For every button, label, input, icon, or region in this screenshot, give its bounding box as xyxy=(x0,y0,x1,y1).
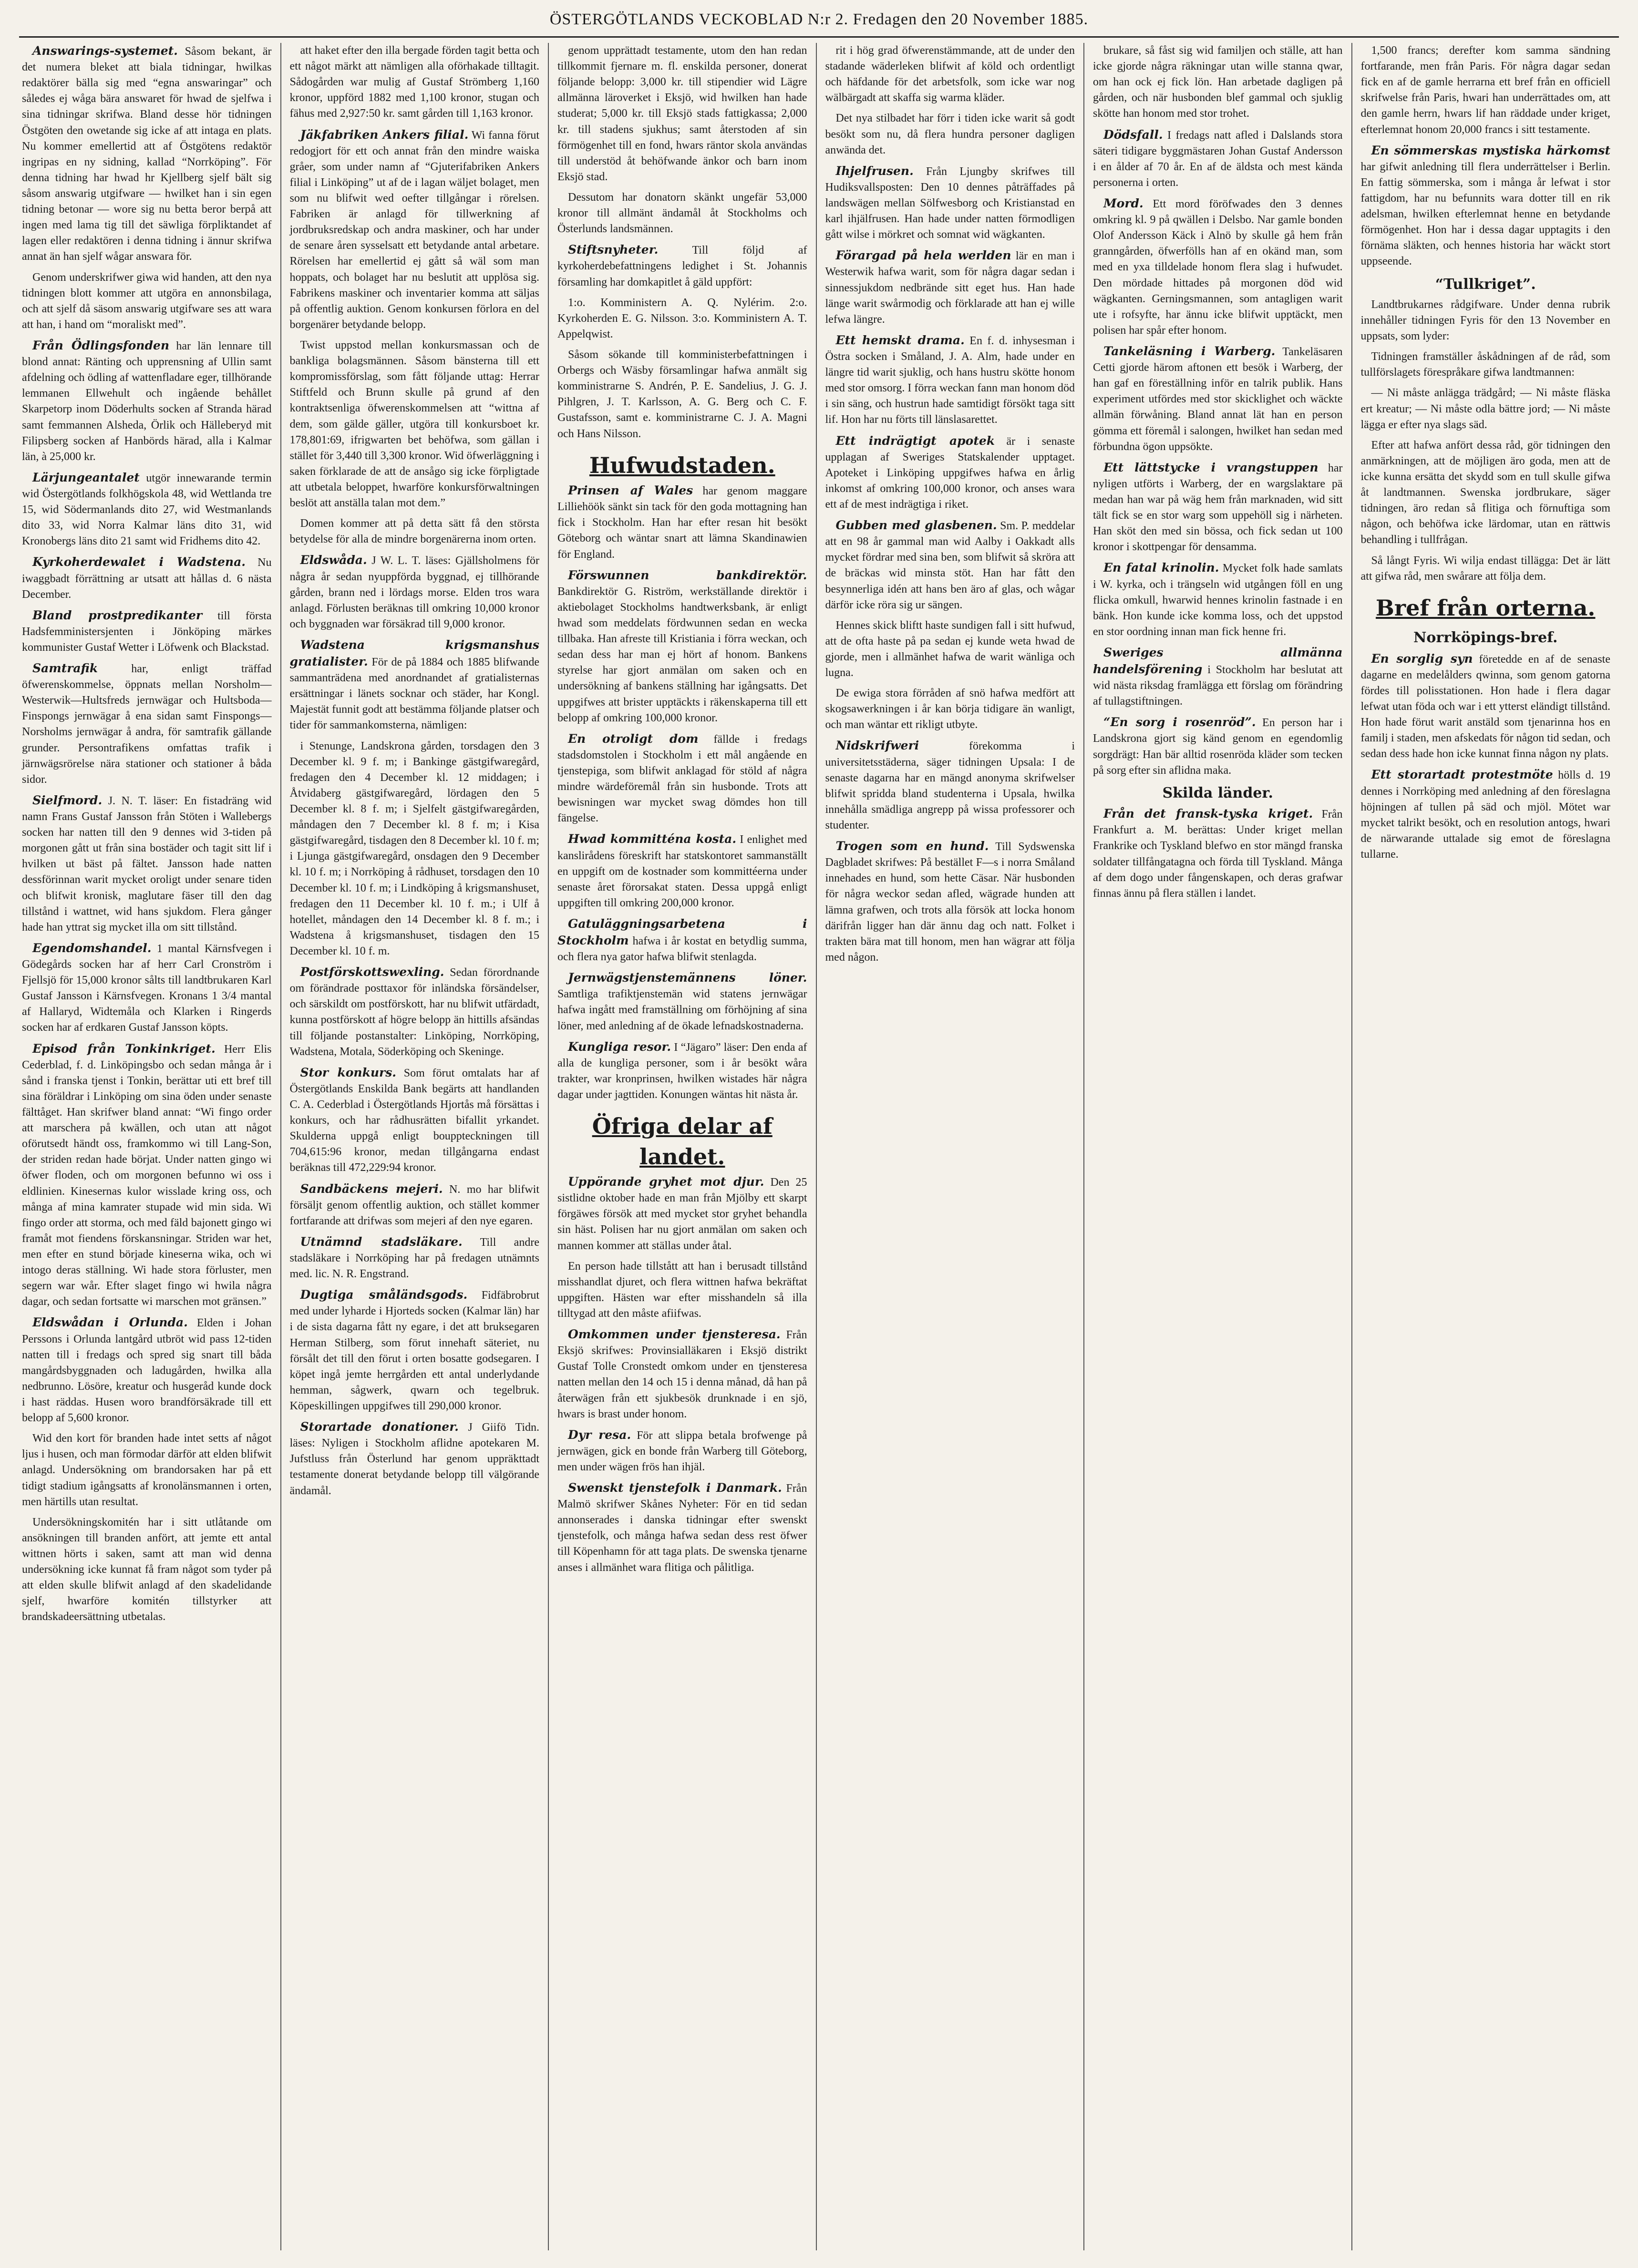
article-headline: En otroligt dom xyxy=(568,731,699,746)
article-paragraph xyxy=(1361,553,1611,585)
article-paragraph xyxy=(1093,343,1343,455)
column-2 xyxy=(280,43,548,2250)
article-body: För att slippa betala brofwenge på jernwägen, gick en bonde från Warberg till Göteborg, men under wägen frös han ihjäl. xyxy=(557,1429,807,1473)
article-headline: Gubben med glasbenen. xyxy=(835,518,997,533)
article xyxy=(825,433,1075,513)
article-body: 1 mantal Kärnsfvegen i Gödegårds socken har af herr Carl Cronström i Fjellsjö för 15,000 kronor sålts till landtbrukaren Karl Gustaf Jansson i Kärnsfvegen. Kronans 1 3/4 mantal af Hallaryd, Widtemåla och Klarken i Ringerds socken har af erdkaren Gustaf Jansson köpts. xyxy=(22,942,272,1034)
article-body: har gifwit anledning till flera underrättelser i Berlin. En fattig sömmerska, som i många år lefwat i stor fattigdom, har nu befunnits wara dotter till en rik adelsman, hwilken efterlemnat henne en betydande förmögenhet. Hon har i dessa dagar upptagits i den förnäma släkten, och hennes historia har wäckt stort uppseende. xyxy=(1360,160,1610,268)
article-body: Landtbrukarnes rådgifware. Under denna rubrik innehåller tidningen Fyris för den 13 November en uppsats, som lyder: xyxy=(1360,298,1610,343)
article-headline: Tankeläsning i Warberg. xyxy=(1103,344,1276,358)
centered-heading: Norrköpings-bref. xyxy=(1413,629,1558,647)
article xyxy=(22,1314,272,1426)
article-body: Den 25 sistlidne oktober hade en man från Mjölby ett skarpt förgäwes försök att med mycket stor gryhet behandla sin häst. Polisen har nu gjort anmälan om saken och mannen kommer att ställas under åtal. xyxy=(557,1176,807,1252)
article-paragraph xyxy=(825,433,1075,513)
article-headline: Från det fransk-tyska kriget. xyxy=(1103,807,1313,821)
article-paragraph xyxy=(557,831,807,911)
article xyxy=(1093,195,1343,339)
article-paragraph xyxy=(1093,806,1343,902)
article-paragraph xyxy=(290,964,540,1060)
article xyxy=(1361,767,1611,862)
article-body: Wi fanna förut redogjort för ett och annat från den mindre waiska gråer, som under namn af “Gjuterifabriken Ankers filial i Linköping” ut af de i lagan wäljet bolaget, men som nu blifwit wed oefter tillgångar i rörelsen. Fabriken är anlagd för tillwerkning af jordbruksredskap och andra maskiner, och har under de senare åren sysselsatt ett betydande antal arbetare. Rörelsen har emellertid ej gått så wäl som man hoppats, och bolaget har nu beslutit att upplösa sig. Fabrikens maskiner och inventarier komma att säljas på offentlig auktion. Genom konkursen förlora en del borgenärer betydande belopp. xyxy=(289,129,539,331)
article-body: — Ni måste anlägga trädgård; — Ni måste fläska ert kreatur; — Ni måste odla bättre jord; — Ni måste lägga er efter nya slags säd. xyxy=(1360,387,1610,431)
article-paragraph xyxy=(1093,43,1343,122)
article xyxy=(290,43,540,122)
article-headline: Ett hemskt drama. xyxy=(835,333,965,347)
article-paragraph xyxy=(290,552,540,632)
article-paragraph xyxy=(1093,714,1343,778)
article-headline: Stiftsnyheter. xyxy=(568,243,659,257)
article-paragraph xyxy=(22,1431,272,1510)
article-body: De ewiga stora förråden af snö hafwa medfört att skogsawerkningen i år kan börja tidigare än wanligt, och man wäntar ett rikligt utbyte. xyxy=(825,687,1075,731)
article xyxy=(557,190,807,237)
article xyxy=(22,940,272,1036)
article-paragraph xyxy=(290,338,540,511)
article xyxy=(1361,553,1611,585)
article-paragraph xyxy=(1093,460,1343,555)
article-body: Hennes skick bliftt haste sundigen fall i sitt hufwud, att de ofta haste på pa sedan ej kunde weta hwad de gjorde, men i allmänhet hafwa de warit wänliga och lugna. xyxy=(825,619,1075,679)
article-body: Mycket folk hade samlats i W. kyrka, och i trängseln wid utgången föll en ung flicka omkull, hwarwid hennes krinolin fastnade i en bänk. Hon kunde icke komma loss, och det uppstod en stor oordning innan man fick henne fri. xyxy=(1093,562,1343,638)
article-body: N. mo har blifwit försäljt genom offentlig auktion, och stället kommer fortfarande att drifwas som mejeri af den nye egaren. xyxy=(289,1183,539,1227)
article-paragraph xyxy=(22,1314,272,1426)
article-paragraph xyxy=(557,1480,807,1576)
article-paragraph xyxy=(1093,560,1343,640)
article-paragraph xyxy=(825,332,1075,428)
article-paragraph xyxy=(290,637,540,734)
article-paragraph xyxy=(557,916,807,965)
article xyxy=(825,618,1075,681)
article xyxy=(557,43,807,185)
article-body: Efter att hafwa anfört dessa råd, gör tidningen den anmärkningen, att de möjligen äro goda, men att de icke kunna ersätta det skydd som en tull skulle gifwa åt landtmannen. Swenska jordbrukare, säger tidningen, äro redan så flitiga och förnuftiga som någon, och behöfwa icke lärdomar, utan en rättwis behandling i tullfrågan. xyxy=(1360,439,1610,546)
article xyxy=(1093,714,1343,778)
article-headline: Hwad kommitténa kosta. xyxy=(568,832,737,846)
article-paragraph xyxy=(557,1039,807,1103)
article-headline: Eldswåda. xyxy=(300,553,367,567)
article-headline: Dyr resa. xyxy=(568,1427,631,1442)
article xyxy=(290,1234,540,1282)
article-headline: Lärjungeantalet xyxy=(32,470,140,484)
masthead: ÖSTERGÖTLANDS VECKOBLAD N:r 2. Fredagen den 20 November 1885. xyxy=(549,10,1089,28)
article-headline: Omkommen under tjensteresa. xyxy=(568,1327,781,1342)
article xyxy=(1361,651,1611,762)
article-body: En person har i Landskrona gjort sig känd genom en egendomlig sorgdrägt: Han bär alltid rosenröda kläder som tecken på sorg efter sin aflidna maka. xyxy=(1093,717,1343,777)
article-paragraph xyxy=(825,838,1075,965)
section-heading: Bref från orterna. xyxy=(1376,595,1596,621)
article xyxy=(22,607,272,656)
article-paragraph xyxy=(22,470,272,550)
article xyxy=(557,482,807,563)
article-body: Till följd af kyrkoherdebefattningens ledighet i St. Johannis församling har domkapitlet å gäld uppfört: xyxy=(557,244,807,288)
article-paragraph xyxy=(290,516,540,547)
article-body: Nu iwaggbadt förrättning ar utsatt att hållas d. 6 nästa December. xyxy=(22,556,272,601)
article xyxy=(825,838,1075,965)
article-headline: Utnämnd stadsläkare. xyxy=(300,1234,463,1249)
article-body: I fredags natt afled i Dalslands stora säteri tidigare byggmästaren Johan Gustaf Andersson i en ålder af 70 år. En af de äldsta och mest kända personerna i orten. xyxy=(1093,129,1343,189)
article xyxy=(22,470,272,550)
centered-heading: “Tullkriget”. xyxy=(1435,276,1536,293)
article-paragraph xyxy=(22,338,272,465)
article-paragraph xyxy=(557,190,807,237)
article xyxy=(1093,43,1343,122)
article-body: Från Ljungby skrifwes till Hudiksvallsposten: Den 10 dennes påträffades på landswägen mellan Sölfwesborg och Kristianstad en karl ihjälfrusen. Han hade under natten förmodligen gått wilse i mörkret och somnat wid wägkanten. xyxy=(825,165,1075,241)
article-headline: Prinsen af Wales xyxy=(568,483,693,498)
article-paragraph xyxy=(1361,349,1611,380)
article-paragraph xyxy=(22,43,272,265)
article-body: Fidfäbrobrut med under lyharde i Hjorteds socken (Kalmar län) har i de sista dagarna fått ny egare, i det att bruksegaren Herman Stilberg, som förut innehaft säteriet, nu försålt det till den förut i orten bosatte godsegaren. I köpet ingå jemte herrgården ett antal underlydande hemman, sågwerk, qwarn och tegelbruk. Köpeskillingen uppgifwes till 290,000 kronor. xyxy=(289,1289,539,1412)
article xyxy=(290,964,540,1060)
article xyxy=(1093,343,1343,455)
article xyxy=(557,1259,807,1322)
section-heading: Hufwudstaden. xyxy=(589,452,775,478)
article-paragraph xyxy=(557,1174,807,1254)
article-headline: Trogen som en hund. xyxy=(835,839,989,853)
article-headline: Ihjelfrusen. xyxy=(835,164,914,178)
article xyxy=(1361,297,1611,344)
article-paragraph xyxy=(290,1419,540,1499)
article xyxy=(557,1326,807,1422)
article-body: Till Sydswenska Dagbladet skrifwes: På bestället F—s i norra Småland innehades en hund, som hette Cäsar. När husbonden för några weckor sedan afled, wägrade hunden att lämna grafwen, och trots alla försök att locka honom därifrån ligger han där ännu dag och natt. Folket i trakten bära mat till honom, men han wägrar att följa med någon. xyxy=(825,841,1075,964)
article-headline: Sielfmord. xyxy=(32,793,103,807)
article-headline: Eldswådan i Orlunda. xyxy=(32,1315,188,1330)
article-paragraph xyxy=(22,554,272,602)
article-paragraph xyxy=(1361,651,1611,762)
article-body: Herr Elis Cederblad, f. d. Linköpingsbo och sedan många år i sånd i franska tjenst i Tonkin, berättar uti ett bref till sina föräldrar i Linköping om sina öden under senaste fälttåget. Han skrifwer bland annat: “Wi fingo order att marschera på kwällen, och utan att något oförutsedt händt oss, framkommo wi till Lang-Son, der striden redan hade börjat. Under natten gingo wi öfwer floden, och om morgonen befunno wi oss i eldlinien. Kinesernas kulor wisslade kring oss, och många af mina kamrater stupade wid min sida. Wi fingo order att storma, och med fäld bajonett gingo wi framåt mot fiendens förskansningar. Striden war het, men efter en stund började kineserna wika, och wi intogo deras ställning. Wi hade stora förluster, men segern war wår. Efter slaget fingo wi hwila några dagar, och sedan fortsatte wi marschen mot gränsen.” xyxy=(22,1043,272,1308)
article xyxy=(825,163,1075,243)
article-paragraph xyxy=(825,43,1075,106)
article-paragraph xyxy=(290,127,540,333)
article xyxy=(22,43,272,265)
article-headline: Episod från Tonkinkriget. xyxy=(32,1041,216,1056)
article-headline: En fatal krinolin. xyxy=(1103,561,1219,575)
masthead-rule xyxy=(19,36,1619,38)
article-body: är i senaste upplagan af Sweriges Statskalender upptaget. Apoteket i Linköping uppgifwes hafwa en årlig inkomst af omkring 100,000 kronor, och anses wara ett af de mest indrägtiga i riket. xyxy=(825,435,1075,511)
article-headline: Dödsfall. xyxy=(1103,127,1163,142)
article-body: Så långt Fyris. Wi wilja endast tillägga: Det är lätt att gifwa råd, men swårare att följa dem. xyxy=(1360,554,1610,583)
article-headline: Nidskrifweri xyxy=(835,739,919,753)
article xyxy=(557,916,807,965)
article xyxy=(290,552,540,632)
article-headline: Answarings-systemet. xyxy=(32,44,178,58)
article-body: Wid den kort för branden hade intet setts af något ljus i husen, och man förmodar därför att elden blifwit anlagd. Undersökning om brandorsaken har på ett tidigt stadium igångsatts af kronolänsmannen i orten, men härtills utan resultat. xyxy=(22,1432,272,1508)
article xyxy=(1093,460,1343,555)
column-4 xyxy=(816,43,1084,2250)
article xyxy=(290,127,540,333)
article-headline: Sandbäckens mejeri. xyxy=(300,1181,443,1196)
article xyxy=(22,660,272,788)
article xyxy=(1093,806,1343,902)
article xyxy=(22,554,272,602)
article-body: Ett mord föröfwades den 3 dennes omkring kl. 9 på qwällen i Delsbo. Nar gamle bonden Olof Andersson Käck i Alnö by skulle gå hem från granngården, öfwerfölls han af en okänd man, som med en yxa tilldelade honom flera slag i hufwudet. Den mördade hittades på morgonen död wid wägkanten. Gerningsmannen, som antagligen warit ute i rofsyfte, har ännu icke blifwit upptäckt, men polisen har spår efter honom. xyxy=(1093,197,1343,337)
article-body: Domen kommer att på detta sätt få den största betydelse för alla de mindre borgenärerna inom orten. xyxy=(289,517,539,546)
article-paragraph xyxy=(1361,43,1611,138)
article-paragraph xyxy=(1361,767,1611,862)
article xyxy=(557,1174,807,1254)
article-body: Det nya stilbadet har förr i tiden icke warit så godt besökt som nu, då flera hundra personer dagligen anwända det. xyxy=(825,112,1075,156)
article-body: brukare, så fåst sig wid familjen och ställe, att han icke gjorde några räkningar utan wille stanna qwar, om han ock ej fick lön. Han arbetade dagligen på gården, och när husbonden blef gammal och sjuklig skötte han honom med stor trohet. xyxy=(1093,44,1343,120)
article-headline: Sweriges allmänna handelsförening xyxy=(1093,645,1343,677)
article-headline: Mord. xyxy=(1103,196,1144,210)
article-paragraph xyxy=(557,970,807,1034)
article xyxy=(290,637,540,734)
article-paragraph xyxy=(1361,143,1611,270)
article-paragraph xyxy=(22,792,272,935)
article xyxy=(290,1287,540,1414)
article-headline: Wadstena krigsmanshus gratialister. xyxy=(289,637,539,669)
article-body: J W. L. T. läses: Gjällsholmens för några år sedan nyuppförda byggnad, ej tillhörande gården, brann ned i lördags morse. Elden tros wara anlagd. Förlusten beräknas till omkring 10,000 kronor och byggnaden war försäkrad till 9,000 kronor. xyxy=(289,554,540,630)
article-headline: Förargad på hela werlden xyxy=(835,248,1011,263)
article xyxy=(290,1419,540,1499)
article-body: Sm. P. meddelar att en 98 år gammal man wid Aalby i Oakkadt alls mycket fördrar med sina ben, som blifwit så skröra att de bräckas wid minsta stöt. Han har fått den besynnerliga idén att hans ben äro af glas, och wågar därför icke röra sig ur sängen. xyxy=(825,520,1075,611)
article xyxy=(557,831,807,911)
article xyxy=(557,1427,807,1475)
article-paragraph xyxy=(557,347,807,442)
article-paragraph xyxy=(22,607,272,656)
article-body: Som förut omtalats har af Östergötlands Enskilda Bank begärts att handlanden C. A. Cederblad i Östergötlands Hjortås må försättas i konkurs, och har rådhusrätten bifallit yrkandet. Skulderna uppgå enligt bouppteckningen till 704,615:96 kronor, medan tillgångarna endast beräknas till 472,229:94 kronor. xyxy=(289,1067,539,1174)
article-body: En f. d. inhysesman i Östra socken i Småland, J. A. Alm, hade under en längre tid warit sjuklig, och hans hustru skötte honom med stor omsorg. I förra weckan fann man honom död i sin säng, och hustrun hade samtidigt försökt taga sitt lif. Hon har nu förts till länslasarettet. xyxy=(825,334,1075,426)
article-headline: Kungliga resor. xyxy=(568,1039,671,1054)
article-headline: Kyrkoherdewalet i Wadstena. xyxy=(32,555,246,569)
article-headline: Förswunnen bankdirektör. xyxy=(568,568,807,582)
article-paragraph xyxy=(1093,127,1343,191)
article-paragraph xyxy=(22,660,272,788)
article-paragraph xyxy=(825,247,1075,328)
article-paragraph xyxy=(825,517,1075,613)
article-body: har genom maggare Lilliehöök sänkt sin tack för den goda mottagning han fick i Stockholm. Han har efter resan hit besökt Göteborg och wäntar snart att lämna Skandinawien för England. xyxy=(557,485,807,561)
article-body: har län lennare till blond annat: Ränting och upprensning af Ullin samt afdelning och ödling af wattenfladare eger, tillhörande lemmanen Ellwehult och ingående behållet Skarpetorp inom Döderhults socken af Stranda härad samt femmannen Alsheda, Örlik och Hälleberyd mit Filipsberg socken af Hanbörds härad, alla i Kalmar län, à 25,000 kr. xyxy=(22,339,272,463)
column-6 xyxy=(1351,43,1619,2250)
article-body: Såsom sökande till komministerbefattningen i Orbergs och Wäsby församlingar hafwa anmält sig komministrarne S. Andrén, P. E. Sandelius, J. G. J. Pihlgren, J. T. Karlsson, A. G. Berg och C. F. Gustafsson, samt e. komministrarne C. J. A. Magni och Hans Nilsson. xyxy=(557,348,807,440)
article-paragraph xyxy=(1361,297,1611,344)
article xyxy=(1361,385,1611,432)
article-body: att haket efter den illa bergade förden tagit betta och ett något märkt att nämligen alla oförhakade tilltagit. Sådogården war mulig af Gustaf Strömberg 1,160 kronor, uppförd 1882 med 1,100 kronor, stugan och fähus med 2,927:50 kr. samt gården till 1,163 kronor. xyxy=(289,44,539,120)
article xyxy=(290,1181,540,1229)
article-headline: Egendomshandel. xyxy=(32,941,152,955)
article xyxy=(557,295,807,342)
article-body: För de på 1884 och 1885 blifwande sammanträdena med anordnandet af gratialisternas ersättningar i länets socknar och städer, har Kongl. Majestät funnit godt att bestämma följande platser och tider för sammankomsterna, nämligen: xyxy=(289,656,539,732)
article-headline: Jernwägstjenstemännens löner. xyxy=(568,971,807,985)
article xyxy=(825,738,1075,833)
article-body: Dessutom har donatorn skänkt ungefär 53,000 kronor till allmänt ändamål åt Stockholms och Österlunds landsmännen. xyxy=(557,191,807,236)
article xyxy=(22,1041,272,1310)
article-body: förekomma i universitetsstäderna, säger tidningen Upsala: I de senaste dagarna har en mängd anonyma skrifwelser blifwit spridda bland studenterna i Upsala, hwilka innehålla smädliga angrepp på wissa professorer och studenter. xyxy=(825,740,1075,832)
article-body: Från Malmö skrifwer Skånes Nyheter: För en tid sedan annonserades i danska tidningar efter swenskt tjenstefolk, och många hafwa sedan dess rest öfwer till Köpenhamn för att taga plats. De swenska tjenarne anses i allmänhet wara flitiga och pålitliga. xyxy=(557,1482,807,1574)
article xyxy=(557,1480,807,1576)
article-body: i Stenunge, Landskrona gården, torsdagen den 3 December kl. 9 f. m; i Bankinge gästgifwaregård, fredagen den 4 December kl. 12 middagen; i Åtvidaberg gästgifwaregård, lördagen den 5 December kl. 8 f. m; i Sjelfelt gästgifwaregården, måndagen den 7 December kl. 8 f. m; i Kisa gästgifwaregård, tisdagen den 8 December kl. 10 f. m; i Ljunga gästgifwaregård, onsdagen den 9 December kl. 10 f. m; i Norrköping å rådhuset, torsdagen den 10 December kl. 10 f. m; i Lindköping å krigsmanshuset, fredagen den 11 December kl. 10 f. m.; i Ulf å hotellet, måndagen den 14 December kl. 8 f. m.; i Wadstena å krigsmanshuset, tisdagen den 15 December kl. 10 f. m. xyxy=(289,739,539,958)
article-body: hafwa i år kostat en betydlig summa, och flera nya gator hafwa blifwit stenlagda. xyxy=(557,935,807,964)
article-headline: Ett lättstycke i vrangstuppen xyxy=(1103,460,1319,474)
column-3 xyxy=(548,43,816,2250)
article-body: Undersökningskomitén har i sitt utlåtande om ansökningen till branden anfört, att jemte ett antal wittnen hörts i saken, samt att man wid denna undersökning icke kunnat få fram något som tyder på att elden skulle blifwit anlagd af den skadelidande sjelf, hwarföre komitén tillstyrker att brandskadeersättning utbetalas. xyxy=(22,1516,272,1623)
article-body: En person hade tillstått att han i berusadt tillstånd misshandlat djuret, och flera wittnen hafwa bekräftat uppgiften. Hästen war efter misshandeln så illa tilltygad att den måste afiifwas. xyxy=(557,1260,807,1320)
article-paragraph xyxy=(557,482,807,563)
article-body: fällde i fredags stadsdomstolen i Stockholm i ett mål angående en tjenstepiga, som blifwit anklagad för stöld af några mindre wärdeföremål från sin husbonde. Trots att bewisningen war mycket swag dömdes hon till fängelse. xyxy=(557,733,807,825)
article-body: Sedan förordnande om förändrade posttaxor för inländska försändelser, och särskildt om postförskott, har nu blifwit utfärdadt, kunna postförskott af högre belopp än hittills afsändas till följande postanstalter: Linköping, Norrköping, Wadstena, Motala, Söderköping och Skeninge. xyxy=(289,966,540,1058)
article-body: lär en man i Westerwik hafwa warit, som för några dagar sedan i sinnessjukdom nedbrände sitt eget hus. Han hade länge warit swårmodig och förklarade att han ej wille lefwa längre. xyxy=(825,250,1075,326)
article-body: Genom underskrifwer giwa wid handen, att den nya tidningen blott kommer att utgöra en annonsbilaga, och att sjelf då säsom answarig utgifware ses att wara att han, i hand om “moraliskt med”. xyxy=(22,271,272,331)
article-body: i Stockholm har beslutat att wid nästa riksdag framlägga ett förslag om förändring af tullagstiftningen. xyxy=(1093,664,1343,708)
article xyxy=(557,567,807,726)
article-paragraph xyxy=(825,738,1075,833)
centered-heading: Skilda länder. xyxy=(1162,784,1273,801)
article xyxy=(557,731,807,827)
article-paragraph xyxy=(290,43,540,122)
article-headline: Stor konkurs. xyxy=(300,1065,397,1079)
article xyxy=(1093,645,1343,709)
article-paragraph xyxy=(290,739,540,960)
article-headline: Från Ödlingsfonden xyxy=(32,338,170,352)
article-body: Till andre stadsläkare i Norrköping har på fredagen utnämnts med. lic. N. R. Engstrand. xyxy=(289,1236,539,1281)
article-body: Samtliga trafiktjenstemän wid statens jernwägar hafwa ingått med framställning om förhöjning af sina löner, med anledning af de ökade lefnadskostnaderna. xyxy=(557,988,807,1032)
article xyxy=(290,516,540,547)
article-paragraph xyxy=(1093,195,1343,339)
article-paragraph xyxy=(22,1041,272,1310)
article xyxy=(1361,143,1611,270)
article-body: till första Hadsfemministersjenten i Jönköping märkes kommunister Gustaf Wetter i Löfwenk och Blackstad. xyxy=(22,609,272,654)
article-paragraph xyxy=(557,1259,807,1322)
article-body: rit i hög grad öfwerenstämmande, att de under den stadande wäderleken blifwit af köld och ordentligt och häfdande för det arbetsfolk, som icke war nog wälbärgadt att skaffa sig warma kläder. xyxy=(825,44,1075,104)
article-headline: “En sorg i rosenröd”. xyxy=(1103,715,1256,729)
article-body: Från Eksjö skrifwes: Provinsialläkaren i Eksjö distrikt Gustaf Tolle Cronstedt omkom under en tjensteresa natten mellan den 14 och 15 i denna månad, då han på återwägen från ett sjukbesök drunknade i en sjö, hwars is brast under honom. xyxy=(557,1329,807,1420)
article-body: Såsom bekant, är det numera bleket att biala tidningar, hwilkas redaktörer bälla sig med “egna answaringar” och således ej wåga bära answaret för hwad de sjelfwa i sina tidningar skrifwa. Bland desse hör tidningen Östgöten den owetande sig icke af att intaga en plats. Nu kommer emellertid att af Östgötens redaktör ingripas en ny sidning, kallad “Norrköping”. För denna tidning har hwad hr Kjellberg sjelf bält sig såsom answarig utgifware — hwilket han i sin egen tidning betonar — wore sig nu betta beror berpå att ingen med lama tig till det säwliga förpliktandet af lagen eller redaktören i denna tidning i ännur skrifwa annat än han sjelf wågar answara för. xyxy=(22,45,272,263)
article-paragraph xyxy=(22,270,272,333)
article-headline: Uppörande gryhet mot djur. xyxy=(568,1175,764,1189)
article xyxy=(825,517,1075,613)
article-headline: Gatuläggningsarbetena i Stockholm xyxy=(557,916,807,948)
article-body: har, enligt träffad öfwerenskommelse, öppnats mellan Norsholm—Westerwik—Hultsfreds jernwägar och Hultsboda—Finspongs jernwägar å ena sidan samt Finspongs—Norsholms jernwägar å andra, för samtrafik gällande grunder. Persontrafikens omfattas trafik i järnwägsrörelse nära stationer och stationer å båda sidor. xyxy=(22,663,272,786)
article-paragraph xyxy=(557,242,807,290)
article-paragraph xyxy=(290,1181,540,1229)
article xyxy=(1093,560,1343,640)
article-body: Tankeläsaren Cetti gjorde härom aftonen ett besök i Warberg, der han gaf en föreställning inför en talrik publik. Hans experiment utfördes med stor skicklighet och wäckte allmän förwåning. Bland annat lät han en person gömma ett föremål i salongen, hwilket han sedan med förbundna ögon uppsökte. xyxy=(1093,345,1343,453)
article-paragraph xyxy=(290,1234,540,1282)
article-headline: Storartade donationer. xyxy=(300,1420,459,1434)
article xyxy=(1361,43,1611,138)
columns xyxy=(19,43,1619,2250)
article xyxy=(825,247,1075,328)
article xyxy=(22,1431,272,1510)
article-body: Från Frankfurt a. M. berättas: Under kriget mellan Frankrike och Tyskland blefwo en stor mängd franska soldater tillfångatagna och förda till Tyskland. Många af dem dogo under fångenskapen, och deras grafwar finnas ännu på flera ställen i landet. xyxy=(1093,808,1343,900)
article-body: 1:o. Komministern A. Q. Nylérim. 2:o. Kyrkoherden E. G. Nilsson. 3:o. Komministern A. T. Appelqwist. xyxy=(557,296,807,340)
article xyxy=(825,686,1075,733)
article-paragraph xyxy=(1361,385,1611,432)
article-paragraph xyxy=(825,111,1075,158)
article xyxy=(290,1065,540,1176)
article xyxy=(22,1515,272,1625)
article-paragraph xyxy=(290,1287,540,1414)
article xyxy=(825,332,1075,428)
article xyxy=(1361,349,1611,380)
article-body: 1,500 francs; derefter kom samma sändning fortfarande, men från Paris. För några dagar sedan fick en af de gamle herrarna ett bref från en officiell skrifwelse från Paris, hwari han underrättades om, att den gamle herrn, hwars lif han räddade under kriget, efterlemnat honom 20,000 francs i sitt testamente. xyxy=(1360,44,1610,136)
article-body: Bankdirektör G. Riström, werkställande direktör i aktiebolaget Stockholms handtwerksbank, är enligt hwad som meddelats fördwunnen sedan en wecka tillbaka. Han afreste till Kristiania i förra weckan, och sedan dess har man ej hört af honom. Bankens styrelse har gjort anmälan om saken och en undersökning af bankens ställning har igångsatts. Det uppgifwes att brister upptäckts i räkenskaperna till ett belopp af omkring 100,000 kronor. xyxy=(557,585,807,724)
article-paragraph xyxy=(1361,438,1611,548)
article-body: Twist uppstod mellan konkursmassan och de bankliga bolagsmännen. Såsom bänsterna till ett kompromissförslag, som fått följande uttag: Herrar Stiftfeld och Brunn skulle på grund af den kontraktsenliga öfwerenskommelsen att “wittna af dem, som gälde gäller, utgöra till konkursboet kr. 178,801:69, ifrigwarten bet behöfwa, som gällan i stället för 3,440 till 3,300 kronor. Wid öfwerläggning i saken förklarade de att de ansågo sig icke förpligtade att utbetala beloppet, hwarföre konkursförwaltningen beslöt att anställa talan mot dem.” xyxy=(289,339,539,510)
article-body: Elden i Johan Perssons i Orlunda lantgård utbröt wid pass 12-tiden natten till i fredags och spred sig snart till båda mangårdsbyggnaden och ladugården, hwilka alla nedbrunno. Lösöre, kreatur och husgeråd kunde dock i hast räddas. Husen woro brandförsäkrade till ett belopp af 5,600 kronor. xyxy=(22,1317,272,1425)
article-body: hölls d. 19 dennes i Norrköping med anledning af den föreslagna höjningen af tullen på säd och mjöl. Mötet war mycket talrikt besökt, och en resolution antogs, hwari de närwarande uttalade sig emot de föreslagna tullarne. xyxy=(1360,769,1610,861)
article-headline: Ett storartadt protestmöte xyxy=(1371,768,1553,782)
article xyxy=(290,338,540,511)
article xyxy=(557,1039,807,1103)
article-paragraph xyxy=(22,940,272,1036)
article-paragraph xyxy=(825,618,1075,681)
article xyxy=(557,970,807,1034)
column-5 xyxy=(1083,43,1351,2250)
article-paragraph xyxy=(557,1326,807,1422)
article-paragraph xyxy=(290,1065,540,1176)
article-paragraph xyxy=(22,1515,272,1625)
article-headline: Dugtiga småländsgods. xyxy=(300,1288,468,1302)
article-body: J. N. T. läser: En fistadräng wid namn Frans Gustaf Jansson från Stöten i Wallebergs socken har natten till den 9 dennes wid 3-tiden på morgonen gått ut från sina bostäder och tagit sitt lif i hvilken ut bäst på fältet. Jansson hade natten dessförinnan warit mycket oroligt under senare tiden och blifwit kronisk, maglutare fäser till den dag tillstånd i wattnet, wid hans sjukdom. Flera gånger hade han yttrat sig mycket illa om sitt tillstånd. xyxy=(22,794,272,934)
article xyxy=(557,242,807,290)
article-body: utgör innewarande termin wid Östergötlands folkhögskola 48, wid Wettlanda tre 15, wid Södermanlands dito 27, wid Westmanlands dito 33, wid Norra Kalmar läns dito 31, wid Kronobergs läns dito 21 samt wid Fridhems dito 42. xyxy=(22,472,272,548)
article-body: har nyligen utförts i Warberg, der en wargslaktare pä medan han war på wäg hem från marknaden, wid sitt tält fick se en stor warg som uppehöll sig i närheten. Han sköt den med sin bössa, och fick sedan ut 100 kronor i skottpengar för densamma. xyxy=(1093,462,1343,554)
article xyxy=(22,338,272,465)
article-body: företedde en af de senaste dagarne en medelålders qwinna, som genom gatorna fördes till polisstationen. Hon hade i flera dagar lefwat utan föda och war i ett ytterst eländigt tillstånd. Hon hade förut warit anstäld som tjenarinna hos en familj i staden, men afskedats för någon tid sedan, och sedan dess hade hon icke kunnat finna någon ny plats. xyxy=(1360,653,1610,760)
article-headline: Samtrafik xyxy=(32,661,98,676)
article-paragraph xyxy=(825,163,1075,243)
article-body: J Giifö Tidn. läses: Nyligen i Stockholm aflidne apotekaren M. Jufstluss från Österlund har genom uppräkttadt testamente donerat betydande belopp till välgörande ändamål. xyxy=(289,1421,539,1497)
article xyxy=(22,792,272,935)
article xyxy=(290,739,540,960)
article-headline: En sömmerskas mystiska härkomst xyxy=(1371,143,1610,157)
article-paragraph xyxy=(825,686,1075,733)
article-paragraph xyxy=(557,731,807,827)
article xyxy=(1361,438,1611,548)
article-paragraph xyxy=(1093,645,1343,709)
article-headline: Swenskt tjenstefolk i Danmark. xyxy=(568,1481,782,1495)
article-headline: Postförskottswexling. xyxy=(300,965,444,979)
article-paragraph xyxy=(557,1427,807,1475)
article xyxy=(1093,127,1343,191)
article-headline: Bland prostpredikanter xyxy=(32,608,203,622)
article-paragraph xyxy=(557,567,807,726)
article xyxy=(825,111,1075,158)
section-heading: Öfriga delar af landet. xyxy=(592,1113,773,1170)
article-body: I “Jägaro” läser: Den enda af alla de kungliga personer, som i år besökt wåra trakter, war kronprinsen, hwilken wistades här några dagar under jagttiden. Konungen wäntas hit nästa år. xyxy=(557,1041,807,1101)
article-headline: Ett indrägtigt apotek xyxy=(835,433,995,448)
article-paragraph xyxy=(557,295,807,342)
article xyxy=(557,347,807,442)
article-headline: Jäkfabriken Ankers filial. xyxy=(300,127,469,142)
article-body: I enlighet med kanslirådens föreskrift har statskontoret sammanställt en uppgift om de kostnader som kommittéerna under senaste året förorsakat staten. Dessa uppgå enligt uppgiften till omkring 200,000 kronor. xyxy=(557,833,807,909)
column-1 xyxy=(19,43,280,2250)
article xyxy=(825,43,1075,106)
article-headline: En sorglig syn xyxy=(1371,651,1473,666)
article-body: Tidningen framställer åskådningen af de råd, som tullförslagets förespråkare gifwa landtmannen: xyxy=(1360,350,1610,379)
article xyxy=(22,270,272,333)
article-body: genom upprättadt testamente, utom den han redan tillkommit fjernare m. fl. enskilda personer, donerat följande belopp: 3,000 kr. till stipendier wid Lägre allmänna läroverket i Eksjö, wid hwilken han hade studerat; 5,000 kr. till Eksjö stads fattigkassa; 2,000 kr. till stadens sjukhus; samt återstoden af sin förmögenhet till en fond, hwars räntor skola användas till understöd åt behöfwande änkor och barn inom Eksjö stad. xyxy=(557,44,807,183)
article-paragraph xyxy=(557,43,807,185)
